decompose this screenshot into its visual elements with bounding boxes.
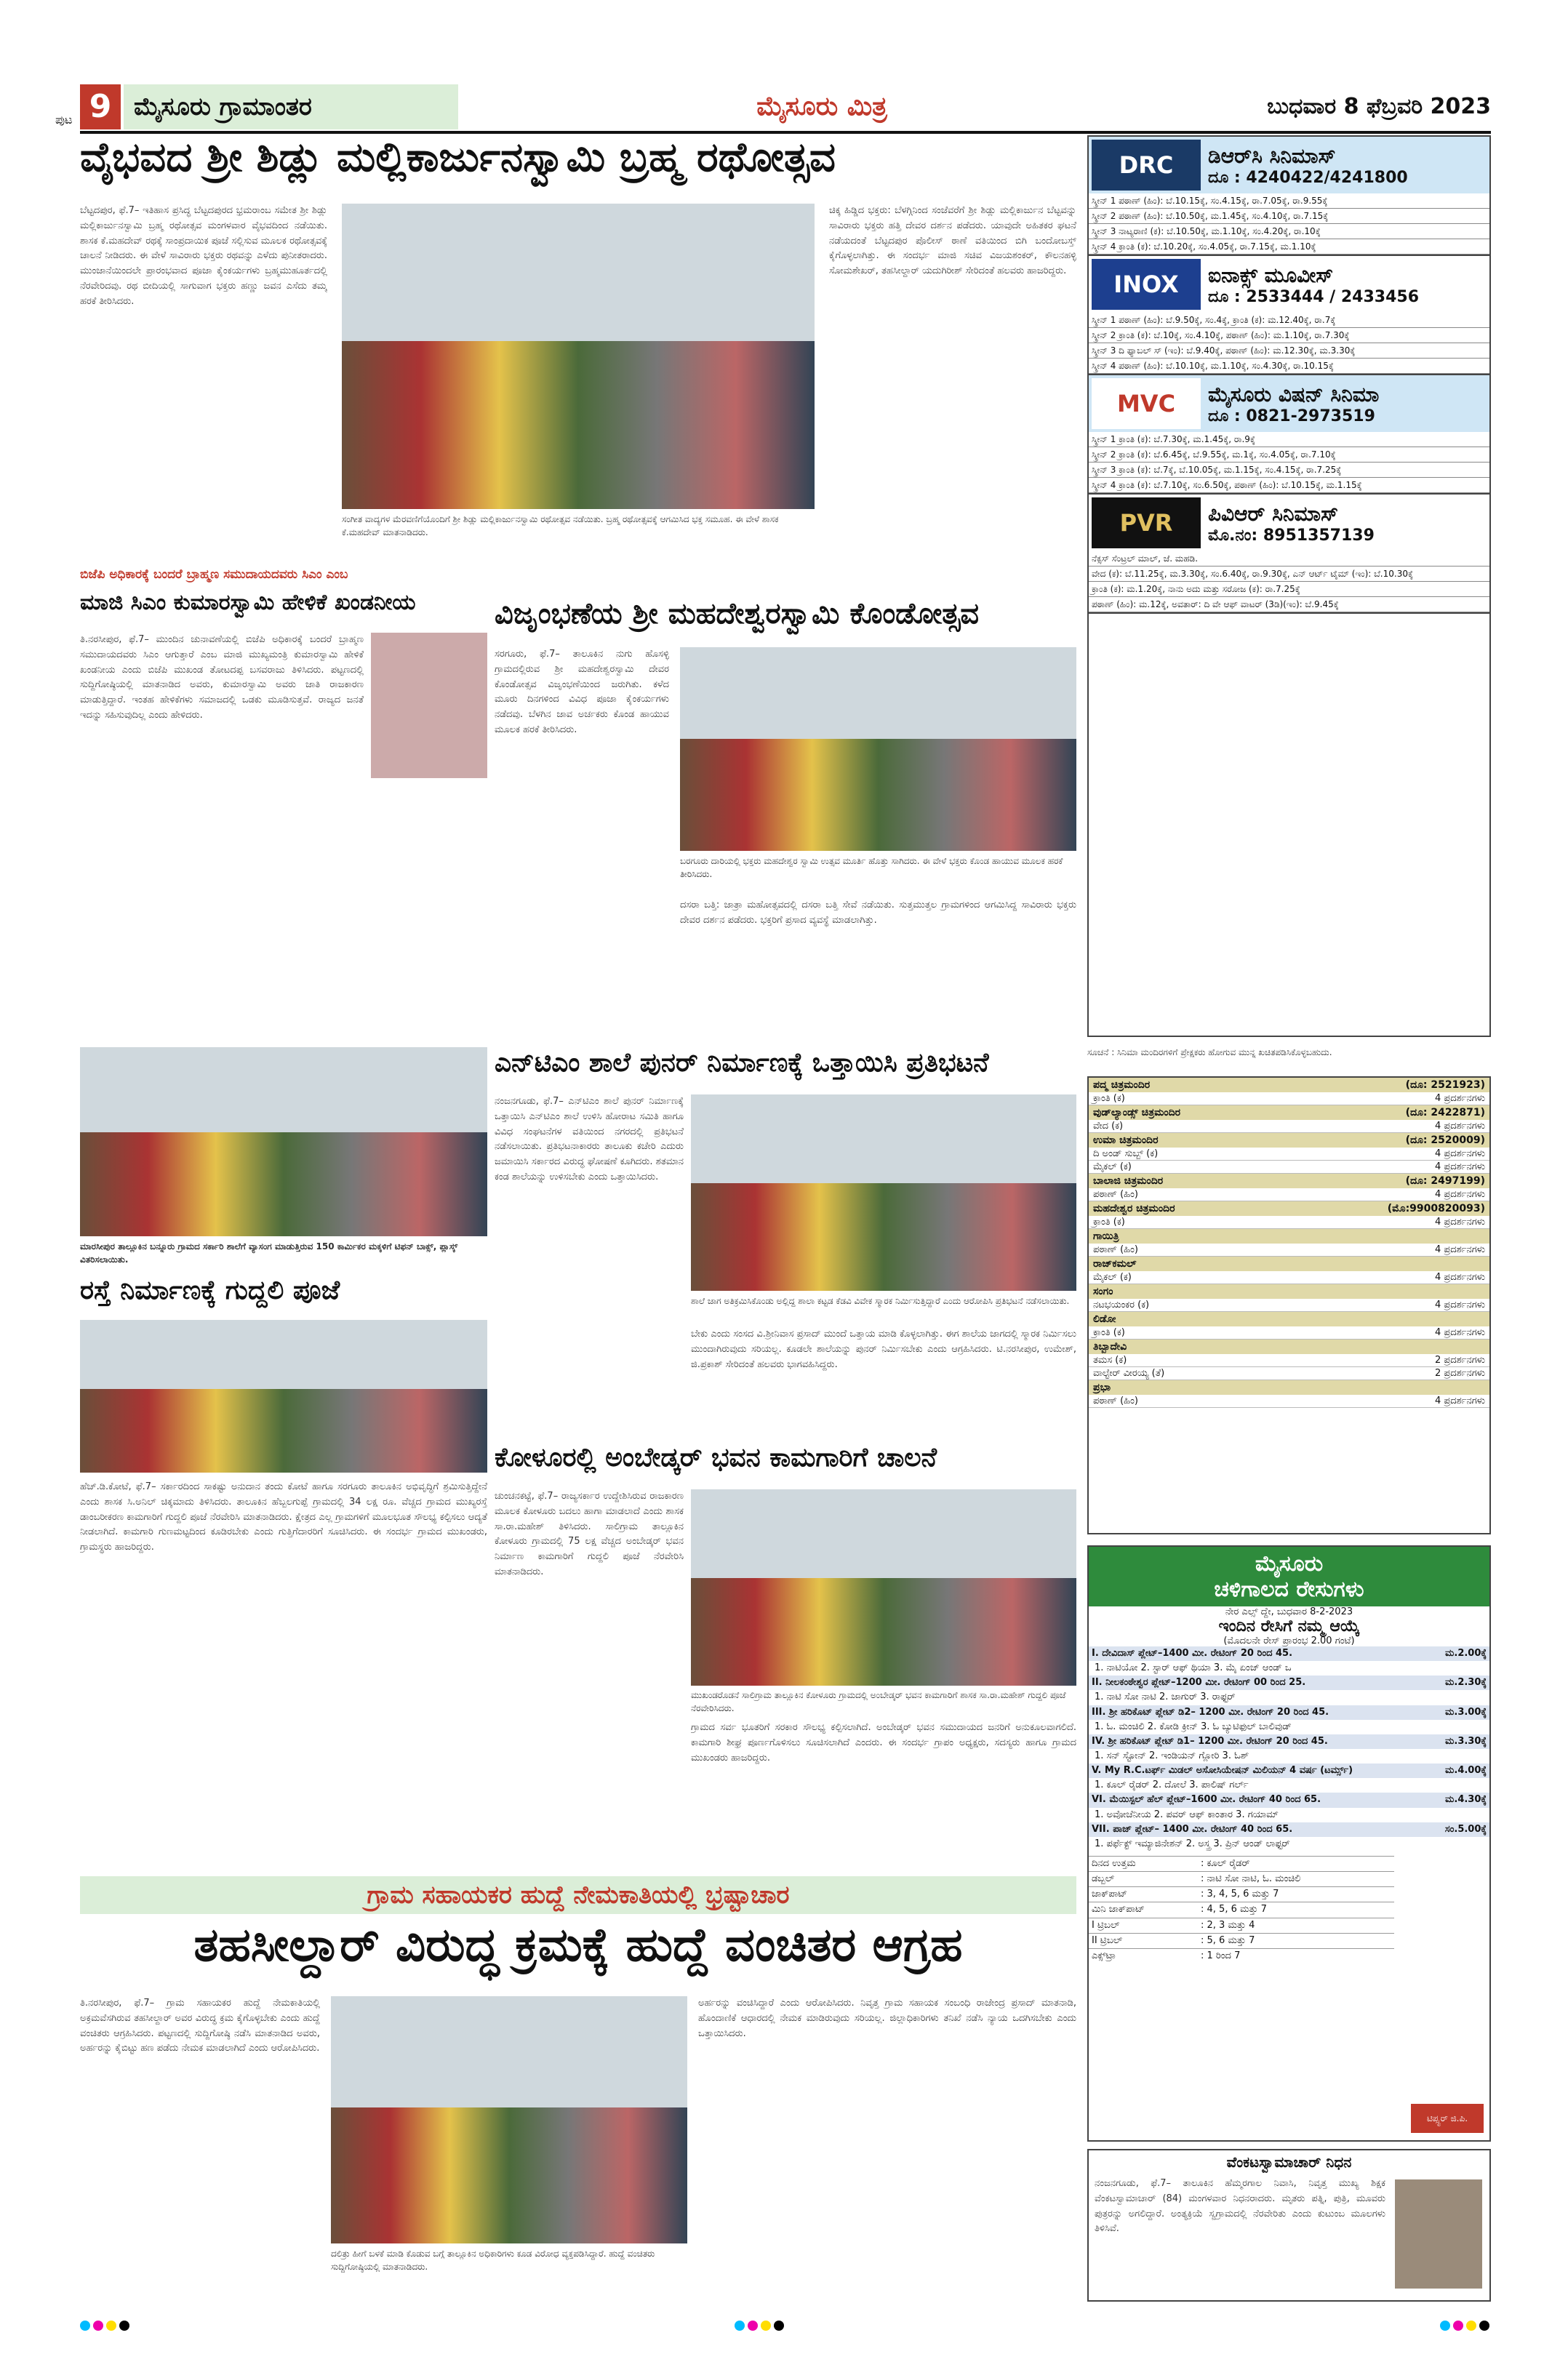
movie-row: [1089, 1354, 1489, 1367]
theater-name-row: [1089, 1201, 1489, 1216]
section-title: ಮೈಸೂರು ಗ್ರಾಮಾಂತರ: [124, 84, 458, 129]
story3-body: ಹೆಚ್.ಡಿ.ಕೋಟೆ, ಫೆ.7– ಸರ್ಕಾರದಿಂದ ಸಾಕಷ್ಟು ಅನುದಾನ ತಂದು ಕೋಟೆ ಹಾಗೂ ಸರಗೂರು ತಾಲೂಕಿನ ಅಭಿವೃದ್ಧಿಗೆ ಶ್ರಮಿಸುತ್ತಿದ್ದೇನೆ ಎಂದು ಶಾಸಕ ಸಿ.ಅನಿಲ್ ಚಿಕ್ಕಮಾದು ತಿಳಿಸಿದರು. ತಾಲೂಕಿನ ಹೆಬ್ಬಲಗುಪ್ಪೆ ಗ್ರಾಮದಲ್ಲಿ 34 ಲಕ್ಷ ರೂ. ವೆಚ್ಚದ ಗ್ರಾಮದ ಮುಖ್ಯರಸ್ತೆ ಡಾಂಬರೀಕರಣ ಕಾಮಗಾರಿಗೆ ಗುದ್ದಲಿ ಪೂಜೆ ನೆರವೇರಿಸಿ ಮಾತನಾಡಿದರು. ಕ್ಷೇತ್ರದ ಎಲ್ಲ ಗ್ರಾಮಗಳಿಗೆ ಮೂಲಭೂತ ಸೌಲಭ್ಯ ಕಲ್ಪಿಸಲು ಆದ್ಯತೆ ನೀಡಲಾಗಿದೆ. ಕಾಮಗಾರಿ ಗುಣಮಟ್ಟದಿಂದ ಕೂಡಿರಬೇಕು ಎಂದು ಗುತ್ತಿಗೆದಾರರಿಗೆ ಸೂಚಿಸಿದರು. ಈ ಸಂದರ್ಭ ಗ್ರಾಮದ ಮುಖಂಡರು, ಗ್ರಾಮಸ್ಥರು ಹಾಜರಿದ್ದರು.: [80, 1481, 487, 1553]
cinema-phone: ದೂ : 4240422/4241800: [1208, 168, 1408, 187]
theater-name-row: [1089, 1340, 1489, 1354]
theater-name-row: [1089, 1078, 1489, 1092]
summary-label: I ಟ್ರಿಬಲ್: [1092, 1919, 1120, 1931]
print-registration-dots-left: [80, 2320, 132, 2334]
story5-column-1: ನಂಜನಗೂಡು, ಫೆ.7– ಎನ್‌ಟಿಎಂ ಶಾಲೆ ಪುನರ್ ನಿರ್ಮಾಣಕ್ಕೆ ಒತ್ತಾಯಿಸಿ ಎನ್‌ಟಿಎಂ ಶಾಲೆ ಉಳಿಸಿ ಹೋರಾಟ ಸಮಿತಿ ಹಾಗೂ ವಿವಿಧ ಸಂಘಟನೆಗಳ ವತಿಯಿಂದ ನಗರದಲ್ಲಿ ಪ್ರತಿಭಟನೆ ನಡೆಸಲಾಯಿತು. ಪ್ರತಿಭಟನಾಕಾರರು ತಾಲೂಕು ಕಚೇರಿ ಎದುರು ಜಮಾಯಿಸಿ ಸರ್ಕಾರದ ವಿರುದ್ಧ ಘೋಷಣೆ ಕೂಗಿದರು. ಶತಮಾನ ಕಂಡ ಶಾಲೆಯನ್ನು ಉಳಿಸಬೇಕು ಎಂದು ಒತ್ತಾಯಿಸಿದರು.: [495, 1096, 684, 1182]
story7-headline: ತಹಸೀಲ್ದಾರ್ ವಿರುದ್ಧ ಕ್ರಮಕ್ಕೆ ಹುದ್ದೆ ವಂಚಿತರ ಆಗ್ರಹ: [193, 1918, 963, 1972]
race-heading-row: [1089, 1734, 1489, 1749]
movie-shows: 4 ಪ್ರದರ್ಶನಗಳು: [1434, 1244, 1485, 1255]
race-summary-row: [1089, 1933, 1394, 1948]
screen-row: ವೇದ (ಕ): ಬೆ.11.25ಕ್ಕೆ, ಮ.3.30ಕ್ಕೆ, ಸಂ.6.40ಕ್ಕೆ, ರಾ.9.30ಕ್ಕೆ, ಎನ್ ಆರ್ಟ್ ಟೈಮ್ (ಇಂ): ಬೆ.10.30ಕ್ಕೆ: [1089, 567, 1489, 582]
race-picks: 1. ಓ. ಮಂಚಿಲಿ 2. ಕೋಡಿ ಕ್ರೀನ್ 3. ಓ ಬ್ಯುಟಿಫುಲ್ ಬಾಲಿವುಡ್: [1095, 1721, 1292, 1732]
story4-headline: ವಿಜೃಂಭಣೆಯ ಶ್ರೀ ಮಹದೇಶ್ವರಸ್ವಾಮಿ ಕೊಂಡೋತ್ಸವ: [495, 597, 980, 630]
theater-name-row: [1089, 1312, 1489, 1326]
story7-column-2: ಅರ್ಹರನ್ನು ವಂಚಿಸಿದ್ದಾರೆ ಎಂದು ಆರೋಪಿಸಿದರು. ನಿವೃತ್ತ ಗ್ರಾಮ ಸಹಾಯಕ ಸಂಬಂಧಿ ರಾಜೇಂದ್ರ ಪ್ರಸಾದ್ ಮಾತನಾಡಿ, ಹೊಂದಾಣಿಕೆ ಆಧಾರದಲ್ಲಿ ನೇಮಕ ಮಾಡಿರುವುದು ಸರಿಯಲ್ಲ. ಜಿಲ್ಲಾಧಿಕಾರಿಗಳು ತನಿಖೆ ನಡೆಸಿ ನ್ಯಾಯ ಒದಗಿಸಬೇಕು ಎಂದು ಒತ್ತಾಯಿಸಿದರು.: [698, 1998, 1076, 2039]
story6-headline: ಕೋಳೂರಲ್ಲಿ ಅಂಬೇಡ್ಕರ್ ಭವನ ಕಾಮಗಾರಿಗೆ ಚಾಲನೆ: [495, 1443, 937, 1473]
screen-row: ಕ್ರಾಂತಿ (ಕ): ಮ.1.20ಕ್ಕೆ, ನಾನು ಅದು ಮತ್ತು ಸರೋಜ (ಕ): ರಾ.7.25ಕ್ಕೆ: [1089, 582, 1489, 597]
newspaper-name: ಮೈಸೂರು ಮಿತ್ರ: [756, 92, 887, 121]
lead-photo-caption: ಸಂಗೀತ ವಾದ್ಯಗಳ ಮೆರವಣಿಗೆಯೊಂದಿಗೆ ಶ್ರೀ ಶಿಡ್ಲು ಮಲ್ಲಿಕಾರ್ಜುನಸ್ವಾಮಿ ರಥೋತ್ಸವ ನಡೆಯಿತು. ಬ್ರಹ್ಮ ರಥೋತ್ಸವಕ್ಕೆ ಆಗಮಿಸಿದ ಭಕ್ತ ಸಮೂಹ. ಈ ವೇಳೆ ಶಾಸಕ ಕೆ.ಮಹದೇವ್ ಮಾತನಾಡಿದರು.: [342, 514, 779, 537]
race-heading: ಇಂದಿನ ರೇಸಿಗೆ ನಮ್ಮ ಆಯ್ಕೆ: [1218, 1617, 1360, 1636]
story2-portrait: [371, 633, 487, 778]
movie-title: ಪಠಾಣ್ (ಹಿಂ): [1093, 1396, 1138, 1406]
race-summary-row: [1089, 1902, 1394, 1917]
movie-row: [1089, 1367, 1489, 1380]
cinema-block: [1089, 375, 1489, 495]
theater-name-row: [1089, 1257, 1489, 1271]
theater-name-row: [1089, 1133, 1489, 1148]
movie-title: ವೇದ (ಕ): [1093, 1121, 1124, 1132]
race-name: I. ದೇವಿದಾಸ್ ಪ್ಲೇಟ್–1400 ಮೀ. ರೇಟಿಂಗ್ 20 ರಿಂದ 45.: [1092, 1648, 1293, 1659]
movie-row: [1089, 1148, 1489, 1161]
screen-row: ಸ್ಕ್ರೀನ್ 1 ಪಠಾಣ್ (ಹಿಂ): ಬೆ.10.15ಕ್ಕೆ, ಸಂ.4.15ಕ್ಕೆ, ರಾ.7.05ಕ್ಕೆ, ರಾ.9.55ಕ್ಕೆ: [1089, 193, 1489, 209]
theater-name: ತಿಬ್ಬಾದೇವಿ: [1093, 1341, 1127, 1353]
cinema-header: [1089, 137, 1489, 193]
race-time: ಮ.3.00ಕ್ಕೆ: [1445, 1706, 1487, 1718]
cinema-logo: MVC: [1092, 378, 1201, 429]
story3-photo: [80, 1320, 487, 1473]
movie-title: ಕ್ರಾಂತಿ (ಕ): [1093, 1093, 1125, 1104]
cinema-name-block: [1208, 263, 1419, 306]
cinema-phone: ದೂ : 0821-2973519: [1208, 407, 1375, 425]
cinema-phone: ದೂ : 2533444 / 2433456: [1208, 287, 1420, 306]
obituary-box: [1087, 2149, 1491, 2302]
theater-name-row: [1089, 1380, 1489, 1395]
summary-value: : 4, 5, 6 ಮತ್ತು 7: [1201, 1904, 1267, 1915]
story6-column-2: ಗ್ರಾಮದ ಸರ್ವ ಭೂತರಿಗೆ ಸರಕಾರ ಸೌಲಭ್ಯ ಕಲ್ಪಿಸಲಾಗಿದೆ. ಅಂಬೇಡ್ಕರ್ ಭವನ ಸಮುದಾಯದ ಜನರಿಗೆ ಅನುಕೂಲವಾಗಲಿದೆ. ಕಾಮಗಾರಿ ಶೀಘ್ರ ಪೂರ್ಣಗೊಳಿಸಲು ಸೂಚಿಸಲಾಗಿದೆ ಎಂದರು. ಈ ಸಂದರ್ಭ ಗ್ರಾಪಂ ಅಧ್ಯಕ್ಷರು, ಸದಸ್ಯರು ಹಾಗೂ ಗ್ರಾಮದ ಮುಖಂಡರು ಹಾಜರಿದ್ದರು.: [691, 1722, 1076, 1764]
theater-phone: (ದೂ: 2521923): [1405, 1079, 1485, 1091]
movie-shows: 4 ಪ್ರದರ್ಶನಗಳು: [1434, 1327, 1485, 1338]
story7-photo: [331, 1996, 687, 2243]
story7-kicker: ಗ್ರಾಮ ಸಹಾಯಕರ ಹುದ್ದೆ ನೇಮಕಾತಿಯಲ್ಲಿ ಭ್ರಷ್ಟಾಚಾರ: [80, 1876, 1076, 1914]
screen-row: ಸ್ಕ್ರೀನ್ 1 ಕ್ರಾಂತಿ (ಕ): ಬೆ.7.30ಕ್ಕೆ, ಮ.1.45ಕ್ಕೆ, ರಾ.9ಕ್ಕೆ: [1089, 432, 1489, 447]
screen-row: ಸ್ಕ್ರೀನ್ 2 ಪಠಾಣ್ (ಹಿಂ): ಬೆ.10.50ಕ್ಕೆ, ಮ.1.45ಕ್ಕೆ, ಸಂ.4.10ಕ್ಕೆ, ರಾ.7.15ಕ್ಕೆ: [1089, 209, 1489, 224]
theater-name: ರಾಜ್‌ಕಮಲ್: [1093, 1258, 1137, 1270]
theater-name-row: [1089, 1229, 1489, 1244]
movie-row: [1089, 1271, 1489, 1284]
page-prefix: ಪುಟ: [55, 113, 73, 127]
cinema-name-block: [1208, 383, 1379, 425]
story6-photo-caption: ಮುಖಂಡರೊಡನೆ ಸಾಲಿಗ್ರಾಮ ತಾಲ್ಲೂಕಿನ ಕೋಳೂರು ಗ್ರಾಮದಲ್ಲಿ ಅಂಬೇಡ್ಕರ್ ಭವನ ಕಾಮಗಾರಿಗೆ ಶಾಸಕ ಸಾ.ರಾ.ಮಹೇಶ್ ಗುದ್ದಲಿ ಪೂಜೆ ನೆರವೇರಿಸಿದರು.: [691, 1690, 1066, 1713]
cinema-block: [1089, 495, 1489, 614]
story6-column-1: ಚುಂಚನಕಟ್ಟೆ, ಫೆ.7– ರಾಜ್ಯಸರ್ಕಾರ ಉದ್ದೇಶಿಸಿರುವ ರಾಜಕಾರಣ ಮೂಲಕ ಕೋಳೂರು ಬದಲು ಹಾಗಾ ಮಾಡಲಾದೆ ಎಂದು ಶಾಸಕ ಸಾ.ರಾ.ಮಹೇಶ್ ತಿಳಿಸಿದರು. ಸಾಲಿಗ್ರಾಮ ತಾಲ್ಲೂಕಿನ ಕೋಳೂರು ಗ್ರಾಮದಲ್ಲಿ 75 ಲಕ್ಷ ವೆಚ್ಚದ ಅಂಬೇಡ್ಕರ್ ಭವನ ನಿರ್ಮಾಣ ಕಾಮಗಾರಿಗೆ ಗುದ್ದಲಿ ಪೂಜೆ ನೆರವೇರಿಸಿ ಮಾತನಾಡಿದರು.: [495, 1491, 684, 1577]
lead-headline: ವೈಭವದ ಶ್ರೀ ಶಿಡ್ಲು ಮಲ್ಲಿಕಾರ್ಜುನಸ್ವಾಮಿ ಬ್ರಹ್ಮ ರಥೋತ್ಸವ: [80, 134, 836, 181]
movie-shows: 4 ಪ್ರದರ್ಶನಗಳು: [1434, 1189, 1485, 1200]
screen-row: ಸ್ಕ್ರೀನ್ 2 ಕ್ರಾಂತಿ (ಕ): ಬೆ.6.45ಕ್ಕೆ, ಬೆ.9.55ಕ್ಕೆ, ಮ.1ಕ್ಕೆ, ಸಂ.4.05ಕ್ಕೆ, ರಾ.7.10ಕ್ಕೆ: [1089, 447, 1489, 463]
story3-headline: ರಸ್ತೆ ನಿರ್ಮಾಣಕ್ಕೆ ಗುದ್ದಲಿ ಪೂಜೆ: [80, 1276, 340, 1305]
lead-column-1: ಬೆಟ್ಟದಪುರ, ಫೆ.7– ಇತಿಹಾಸ ಪ್ರಸಿದ್ಧ ಬೆಟ್ಟದಪುರದ ಭ್ರಮರಾಂಬ ಸಮೇತ ಶ್ರೀ ಶಿಡ್ಲು ಮಲ್ಲಿಕಾರ್ಜುನಸ್ವಾಮಿ ಬ್ರಹ್ಮ ರಥೋತ್ಸವ ಮಂಗಳವಾರ ವೈಭವದಿಂದ ನಡೆಯಿತು. ಶಾಸಕ ಕೆ.ಮಹದೇವ್ ರಥಕ್ಕೆ ಸಾಂಪ್ರದಾಯಿಕ ಪೂಜೆ ಸಲ್ಲಿಸುವ ಮೂಲಕ ರಥೋತ್ಸವಕ್ಕೆ ಚಾಲನೆ ನೀಡಿದರು. ಈ ವೇಳೆ ಸಾವಿರಾರು ಭಕ್ತರು ರಥವನ್ನು ಎಳೆದು ಪುನೀತರಾದರು. ಮುಂಜಾನೆಯಿಂದಲೇ ಪ್ರಾರಂಭವಾದ ಪೂಜಾ ಕೈಂಕರ್ಯಗಳು ಬ್ರಹ್ಮಮುಹೂರ್ತದಲ್ಲಿ ನೆರವೇರಿದವು. ರಥ ಬೀದಿಯಲ್ಲಿ ಸಾಗುವಾಗ ಭಕ್ತರು ಹಣ್ಣು ಜವನ ಎಸೆದು ತಮ್ಮ ಹರಕೆ ತೀರಿಸಿದರು.: [80, 205, 327, 307]
summary-label: ಡಬ್ಬಲ್: [1092, 1873, 1115, 1885]
race-name: II. ನೀಲಕಂಠೇಶ್ವರ ಪ್ಲೇಟ್–1200 ಮೀ. ರೇಟಿಂಗ್ 00 ರಿಂದ 25.: [1092, 1677, 1306, 1689]
race-name: VII. ಪಾಜ್ ಪ್ಲೇಟ್– 1400 ಮೀ. ರೇಟಿಂಗ್ 40 ರಿಂದ 65.: [1092, 1823, 1293, 1835]
theater-name: ಬಾಲಾಜಿ ಚಿತ್ರಮಂದಿರ: [1093, 1175, 1164, 1187]
cinema-block: [1089, 137, 1489, 256]
summary-label: II ಟ್ರಿಬಲ್: [1092, 1934, 1123, 1946]
cinema-block: [1089, 256, 1489, 375]
story5-headline: ಎನ್‌ಟಿಎಂ ಶಾಲೆ ಪುನರ್ ನಿರ್ಮಾಣಕ್ಕೆ ಒತ್ತಾಯಿಸಿ ಪ್ರತಿಭಟನೆ: [495, 1048, 989, 1078]
race-city: ಮೈಸೂರು: [1255, 1551, 1324, 1577]
race-picks: 1. ಕೂಲ್ ರೈಡರ್ 2. ದೋಲೆ 3. ಪಾಲಿಷ್ ಗರ್ಲ್: [1095, 1779, 1249, 1791]
race-time: ಸಂ.5.00ಕ್ಕೆ: [1444, 1823, 1487, 1835]
theater-phone: (ಮೊ:9900820093): [1387, 1203, 1485, 1214]
race-summary-row: [1089, 1886, 1394, 1902]
cinema-phone: ಮೊ.ನಂ: 8951357139: [1208, 526, 1375, 545]
theater-name-row: [1089, 1174, 1489, 1188]
race-name: IV. ಶ್ರೀ ಹರಿಕೊಟ್ ಪ್ಲೇಟ್ ಡಿ1– 1200 ಮೀ. ರೇಟಿಂಗ್ 20 ರಿಂದ 45.: [1092, 1735, 1328, 1747]
screen-row: ಸ್ಕ್ರೀನ್ 4 ಪಠಾಣ್ (ಹಿಂ): ಬೆ.10.10ಕ್ಕೆ, ಮ.1.10ಕ್ಕೆ, ಸಂ.4.30ಕ್ಕೆ, ರಾ.10.15ಕ್ಕೆ: [1089, 359, 1489, 374]
theater-name: ಮಹದೇಶ್ವರ ಚಿತ್ರಮಂದಿರ: [1093, 1203, 1175, 1214]
story4-column-2: ದಸರಾ ಬತ್ತಿ: ಜಾತ್ರಾ ಮಹೋತ್ಸವದಲ್ಲಿ ದಸರಾ ಬತ್ತಿ ಸೇವೆ ನಡೆಯಿತು. ಸುತ್ತಮುತ್ತಲ ಗ್ರಾಮಗಳಿಂದ ಆಗಮಿಸಿದ್ದ ಸಾವಿರಾರು ಭಕ್ತರು ದೇವರ ದರ್ಶನ ಪಡೆದರು. ಭಕ್ತರಿಗೆ ಪ್ರಸಾದ ವ್ಯವಸ್ಥೆ ಮಾಡಲಾಗಿತ್ತು.: [680, 900, 1076, 926]
movie-title: ನಟಭಯಂಕರ (ಕ): [1093, 1300, 1150, 1310]
movie-shows: 4 ಪ್ರದರ್ಶನಗಳು: [1434, 1217, 1485, 1228]
movie-row: [1089, 1299, 1489, 1312]
movie-shows: 2 ಪ್ರದರ್ಶನಗಳು: [1434, 1368, 1485, 1379]
race-time: ಮ.3.30ಕ್ಕೆ: [1445, 1735, 1487, 1747]
screen-row: ಸ್ಕ್ರೀನ್ 4 ಕ್ರಾಂತಿ (ಕ): ಬೆ.7.10ಕ್ಕೆ, ಸಂ.6.50ಕ್ಕೆ, ಪಠಾಣ್ (ಹಿಂ): ಬೆ.10.15ಕ್ಕೆ, ಮ.1.15ಕ್ಕೆ: [1089, 478, 1489, 493]
movie-title: ಕ್ರಾಂತಿ (ಕ): [1093, 1327, 1125, 1338]
movie-row: [1089, 1216, 1489, 1229]
movie-title: ತಮಸ (ಕ): [1093, 1355, 1127, 1366]
obituary-title: ವೆಂಕಟಸ್ವಾಮಾಚಾರ್ ನಿಧನ: [1226, 2153, 1352, 2171]
race-summary-row: [1089, 1918, 1394, 1933]
obituary-photo: [1395, 2179, 1482, 2289]
summary-value: : 1 ರಿಂದ 7: [1201, 1950, 1241, 1961]
movie-row: [1089, 1120, 1489, 1133]
screen-row: ಸ್ಕ್ರೀನ್ 1 ಪಠಾಣ್ (ಹಿಂ): ಬೆ.9.50ಕ್ಕೆ, ಸಂ.4ಕ್ಕೆ, ಕ್ರಾಂತಿ (ಕ): ಮ.12.40ಕ್ಕೆ, ರಾ.7ಕ್ಕೆ: [1089, 313, 1489, 328]
summary-label: ಮಿನಿ ಜಾಕ್‌ಪಾಟ್: [1092, 1904, 1145, 1915]
story2-kicker: ಬಿಜೆಪಿ ಅಧಿಕಾರಕ್ಕೆ ಬಂದರೆ ಬ್ರಾಹ್ಮಣ ಸಮುದಾಯದವರು ಸಿಎಂ ಎಂಬ: [80, 567, 348, 582]
race-picks: 1. ಸನ್ ಸ್ಟೋನ್ 2. ಇಂಡಿಯನ್ ಗ್ಲೋರಿ 3. ಓಶ್: [1095, 1750, 1249, 1761]
movie-shows: 4 ಪ್ರದರ್ಶನಗಳು: [1434, 1161, 1485, 1172]
story7-column-1: ತಿ.ನರಸೀಪುರ, ಫೆ.7– ಗ್ರಾಮ ಸಹಾಯಕರ ಹುದ್ದೆ ನೇಮಕಾತಿಯಲ್ಲಿ ಅಕ್ರಮವೆಸಗಿರುವ ತಹಸೀಲ್ದಾರ್ ಅವರ ವಿರುದ್ಧ ಕ್ರಮ ಕೈಗೊಳ್ಳಬೇಕು ಎಂದು ಹುದ್ದೆ ವಂಚಿತರು ಆಗ್ರಹಿಸಿದರು. ಪಟ್ಟಣದಲ್ಲಿ ಸುದ್ದಿಗೋಷ್ಠಿ ನಡೆಸಿ ಮಾತನಾಡಿದ ಅವರು, ಅರ್ಹರನ್ನು ಕೈಬಿಟ್ಟು ಹಣ ಪಡೆದು ನೇಮಕ ಮಾಡಲಾಗಿದೆ ಎಂದು ಆರೋಪಿಸಿದರು.: [80, 1998, 320, 2054]
cinema-name: ಐನಾಕ್ಸ್ ಮೂವೀಸ್: [1208, 263, 1334, 287]
cinema-header: [1089, 375, 1489, 432]
race-summary: [1089, 1856, 1394, 1963]
story6-photo: [691, 1489, 1076, 1686]
race-summary-row: [1089, 1948, 1394, 1963]
cinema-name-block: [1208, 502, 1375, 545]
story4-photo: [680, 647, 1076, 851]
screen-row: ಸ್ಕ್ರೀನ್ 3 ದಿ ಫ್ಯಾಬಲ್ ಸ್ (ಇಂ): ಬೆ.9.40ಕ್ಕೆ, ಪಠಾಣ್ (ಹಿಂ): ಮ.12.30ಕ್ಕೆ, ಮ.3.30ಕ್ಕೆ: [1089, 343, 1489, 359]
story2-caption: ಮಾರಸೀಪುರ ತಾಲ್ಲೂಕಿನ ಬನ್ನೂರು ಗ್ರಾಮದ ಸರ್ಕಾರಿ ಶಾಲೆಗೆ ವ್ಯಾಸಂಗ ಮಾಡುತ್ತಿರುವ 150 ಕಾರ್ಮಿಕರ ಮಕ್ಕಳಿಗೆ ಟಿಫನ್ ಬಾಕ್ಸ್, ಪ್ಲಾಸ್ಕ್ ವಿತರಿಸಲಾಯಿತು.: [80, 1241, 458, 1265]
race-heading-row: [1089, 1822, 1489, 1837]
movie-shows: 4 ಪ್ರದರ್ಶನಗಳು: [1434, 1121, 1485, 1132]
issue-date: ಬುಧವಾರ 8 ಫೆಬ್ರವರಿ 2023: [1267, 94, 1491, 119]
lead-column-2: ಚಿಕ್ಕ ಹಿಡ್ಡಿದ ಭಕ್ತರು: ಬೆಳಗ್ಗಿನಿಂದ ಸಂಜೆವರೆಗೆ ಶ್ರೀ ಶಿಡ್ಲು ಮಲ್ಲಿಕಾರ್ಜುನ ಬೆಟ್ಟವನ್ನು ಸಾವಿರಾರು ಭಕ್ತರು ಹತ್ತಿ ದೇವರ ದರ್ಶನ ಪಡೆದರು. ಯಾವುದೇ ಅಹಿತಕರ ಘಟನೆ ನಡೆಯದಂತೆ ಬೆಟ್ಟದಪುರ ಪೊಲೀಸ್ ಠಾಣೆ ವತಿಯಿಂದ ಬಿಗಿ ಬಂದೋಬಸ್ತ್ ಕೈಗೊಳ್ಳಲಾಗಿತ್ತು. ಈ ಸಂದರ್ಭ ಮಾಜಿ ಸಚಿವ ವಿಜಯಶಂಕರ್, ಕೌಲನಹಳ್ಳಿ ಸೋಮಶೇಖರ್, ತಹಸೀಲ್ದಾರ್ ಯದುಗಿರೀಶ್ ಸೇರಿದಂತೆ ಹಲವರು ಹಾಜರಿದ್ದರು.: [829, 205, 1076, 277]
race-start-time: (ಮೊದಲನೇ ರೇಸ್ ಪ್ರಾರಂಭ 2.00 ಗಂಟೆ): [1223, 1636, 1355, 1646]
lead-photo: [342, 204, 815, 509]
summary-value: : 2, 3 ಮತ್ತು 4: [1201, 1919, 1255, 1931]
story2-photo: [80, 1047, 487, 1236]
story7-photo-caption: ದಲಿತ್ರು ಹೀಗೆ ಬಳಕೆ ಮಾಡಿ ಕೊಡುವ ಬಗ್ಗೆ ತಾಲ್ಲೂಕಿನ ಅಧಿಕಾರಿಗಳು ಕೂಡ ವಿರೋಧ ವ್ಯಕ್ತಪಡಿಸಿದ್ದಾರೆ. ಹುದ್ದೆ ವಂಚಿತರು ಸುದ್ದಿಗೋಷ್ಠಿಯಲ್ಲಿ ಮಾತನಾಡಿದರು.: [331, 2249, 655, 2272]
movie-row: [1089, 1092, 1489, 1105]
cinema-name: ಡಿಆರ್‌ಸಿ ಸಿನಿಮಾಸ್: [1208, 143, 1336, 168]
movie-title: ಪಠಾಣ್ (ಹಿಂ): [1093, 1244, 1138, 1255]
tipster-badge: ಟಿಪ್ಸ್ಟರ್ ಜಿ.ಪಿ.: [1411, 2104, 1484, 2133]
story5-column-2: ಬೇಕು ಎಂದು ಸಂಸದ ವಿ.ಶ್ರೀನಿವಾಸ ಪ್ರಸಾದ್ ಮುಂದೆ ಒತ್ತಾಯ ಮಾಡಿ ಕೊಳ್ಳಲಾಗಿತ್ತು. ಈಗ ಶಾಲೆಯ ಜಾಗದಲ್ಲಿ ಸ್ಮಾರಕ ನಿರ್ಮಿಸಲು ಮುಂದಾಗಿರುವುದು ಸರಿಯಲ್ಲ. ಕೂಡಲೇ ಶಾಲೆಯನ್ನು ಪುನರ್ ನಿರ್ಮಿಸಬೇಕು ಎಂದು ಆಗ್ರಹಿಸಿದರು. ಟಿ.ನರಸೀಪುರ, ಉಮೇಶ್, ಜಿ.ಪ್ರಕಾಶ್ ಸೇರಿದಂತೆ ಹಲವರು ಭಾಗವಹಿಸಿದ್ದರು.: [691, 1329, 1076, 1370]
movie-row: [1089, 1244, 1489, 1257]
cinema-header: [1089, 256, 1489, 313]
story2-headline: ಮಾಜಿ ಸಿಎಂ ಕುಮಾರಸ್ವಾಮಿ ಹೇಳಿಕೆ ಖಂಡನೀಯ: [80, 590, 416, 615]
theater-name-row: [1089, 1284, 1489, 1299]
theater-name: ಸಂಗಂ: [1093, 1286, 1113, 1297]
cinema-name-block: [1208, 144, 1408, 187]
print-registration-dots-center: [735, 2320, 787, 2334]
race-heading-row: [1089, 1676, 1489, 1690]
race-subtitle: ನೇರ ಎಲ್ಸ್‌ ದ್ದೇ, ಬುಧವಾರ 8-2-2023: [1225, 1606, 1353, 1617]
story4-column-1: ಸರಗೂರು, ಫೆ.7– ತಾಲೂಕಿನ ನುಗು ಹೊಸಳ್ಳಿ ಗ್ರಾಮದಲ್ಲಿರುವ ಶ್ರೀ ಮಹದೇಶ್ವರಸ್ವಾಮಿ ದೇವರ ಕೊಂಡೋತ್ಸವ ವಿಜೃಂಭಣೆಯಿಂದ ಜರುಗಿತು. ಕಳೆದ ಮೂರು ದಿನಗಳಿಂದ ವಿವಿಧ ಪೂಜಾ ಕೈಂಕರ್ಯಗಳು ನಡೆದವು. ಬೆಳಗಿನ ಜಾವ ಅರ್ಚಕರು ಕೊಂಡ ಹಾಯುವ ಮೂಲಕ ಹರಕೆ ತೀರಿಸಿದರು.: [495, 649, 669, 735]
movie-title: ಕ್ರಾಂತಿ (ಕ): [1093, 1217, 1125, 1228]
movie-title: ದಿ ಅಂಡ್ ಸುಬ್ಬ್ (ಕ): [1093, 1148, 1159, 1159]
cinema-name: ಪಿವಿಆರ್ ಸಿನಿಮಾಸ್: [1208, 501, 1339, 526]
screen-row: ಸ್ಕ್ರೀನ್ 3 ನಾಟ್ಯರಾಣಿ (ಕ): ಬೆ.10.50ಕ್ಕೆ, ಮ.1.10ಕ್ಕೆ, ಸಂ.4.20ಕ್ಕೆ, ರಾ.10ಕ್ಕೆ: [1089, 224, 1489, 239]
page-number-badge: [55, 84, 121, 129]
cinema-note: ಸೂಚನೆ : ಸಿನಿಮಾ ಮಂದಿರಗಳಿಗೆ ಪ್ರೇಕ್ಷಕರು ಹೋಗುವ ಮುನ್ನ ಖಚಿತಪಡಿಸಿಕೊಳ್ಳಬಹುದು.: [1087, 1047, 1332, 1057]
race-name: VI. ಮೆಯಿಸ್ಪಲ್ ಹೆಲ್ ಪ್ಲೇಟ್–1600 ಮೀ. ರೇಟಿಂಗ್ 40 ರಿಂದ 65.: [1092, 1794, 1321, 1806]
summary-label: ಎಕ್ಸ್‌ಟ್ರಾ: [1092, 1950, 1116, 1961]
race-time: ಮ.2.00ಕ್ಕೆ: [1445, 1648, 1487, 1659]
movie-shows: 4 ಪ್ರದರ್ಶನಗಳು: [1434, 1148, 1485, 1159]
theater-phone: (ದೂ: 2520009): [1405, 1134, 1485, 1146]
race-heading-row: [1089, 1793, 1489, 1807]
obituary-body: ನಂಜನಗೂಡು, ಫೆ.7– ತಾಲೂಕಿನ ಹೆಮ್ಮರಗಾಲ ನಿವಾಸಿ, ನಿವೃತ್ತ ಮುಖ್ಯ ಶಿಕ್ಷಕ ವೆಂಕಟಸ್ವಾಮಾಚಾರ್ (84) ಮಂಗಳವಾರ ನಿಧನರಾದರು. ಮೃತರು ಪತ್ನಿ, ಪುತ್ರಿ, ಮೂವರು ಪುತ್ರರನ್ನು ಅಗಲಿದ್ದಾರೆ. ಅಂತ್ಯಕ್ರಿಯೆ ಸ್ವಗ್ರಾಮದಲ್ಲಿ ನೆರವೇರಿತು ಎಂದು ಕುಟುಂಬ ಮೂಲಗಳು ತಿಳಿಸಿವೆ.: [1095, 2178, 1385, 2235]
summary-label: ಜಾಕ್‌ಪಾಟ್: [1092, 1889, 1128, 1900]
theater-listings: [1087, 1076, 1491, 1534]
summary-value: : 5, 6 ಮತ್ತು 7: [1201, 1934, 1255, 1946]
theater-name: ಗಾಯಿತ್ರಿ: [1093, 1230, 1119, 1242]
summary-value: : 3, 4, 5, 6 ಮತ್ತು 7: [1201, 1889, 1279, 1900]
race-heading-row: [1089, 1705, 1489, 1720]
screen-row: ಸ್ಕ್ರೀನ್ 2 ಕ್ರಾಂತಿ (ಕ): ಬೆ.10ಕ್ಕೆ, ಸಂ.4.10ಕ್ಕೆ, ಪಠಾಣ್ (ಹಿಂ): ಮ.1.10ಕ್ಕೆ, ರಾ.7.30ಕ್ಕೆ: [1089, 328, 1489, 343]
cinema-listings: [1087, 135, 1491, 1037]
movie-shows: 4 ಪ್ರದರ್ಶನಗಳು: [1434, 1093, 1485, 1104]
race-name: V. My R.C.ಟರ್ಫ್ ಮಿಡಲ್ ಅಸೋಸಿಯೇಷನ್ ಮಿಲಿಯನ್ 4 ವರ್ಷ (ಟರ್ಮ್ಸ್): [1092, 1765, 1353, 1777]
movie-title: ಮೈಕಲ್ (ಕ): [1093, 1272, 1132, 1283]
theater-name: ಲಿಡೋ: [1093, 1313, 1116, 1325]
story5-photo: [691, 1094, 1076, 1291]
movie-row: [1089, 1161, 1489, 1174]
movie-shows: 4 ಪ್ರದರ್ಶನಗಳು: [1434, 1300, 1485, 1310]
theater-name: ಪದ್ಮ ಚಿತ್ರಮಂದಿರ: [1093, 1079, 1151, 1091]
race-picks: 1. ನಾಟಿ ಸೋ ನಾಟಿ 2. ಜಾಗುರ್ 3. ರಾಫ್ಟರ್: [1095, 1692, 1236, 1703]
race-header: [1089, 1547, 1489, 1606]
cinema-name: ಮೈಸೂರು ವಿಷನ್ ಸಿನಿಮಾ: [1208, 382, 1380, 407]
cinema-logo: DRC: [1092, 140, 1201, 191]
screen-row: ನೆಕ್ಸಸ್ ಸೆಂಟ್ರಲ್ ಮಾಲ್, ಜೆ. ಮಹಡಿ.: [1089, 551, 1489, 567]
theater-phone: (ದೂ: 2497199): [1405, 1175, 1485, 1187]
summary-value: : ಕೂಲ್ ರೈಡರ್: [1201, 1857, 1250, 1869]
summary-label: ದಿನದ ಉತ್ತಮ: [1092, 1857, 1136, 1869]
cinema-logo: PVR: [1092, 497, 1201, 548]
race-heading-row: [1089, 1764, 1489, 1778]
race-picks: 1. ನಾಟಿಯೋ 2. ಸ್ಟಾರ್ ಆಫ್ ಥಿಯಾ 3. ಮೈ ಏಂಜ್ ಆಂಡ್ ಒ: [1095, 1662, 1292, 1674]
movie-shows: 4 ಪ್ರದರ್ಶನಗಳು: [1434, 1272, 1485, 1283]
movie-shows: 4 ಪ್ರದರ್ಶನಗಳು: [1434, 1396, 1485, 1406]
cinema-header: [1089, 495, 1489, 551]
race-time: ಮ.4.30ಕ್ಕೆ: [1445, 1794, 1487, 1806]
race-title: ಚಳಿಗಾಲದ ರೇಸುಗಳು: [1214, 1577, 1364, 1602]
race-list: [1089, 1646, 1489, 1851]
theater-phone: (ದೂ: 2422871): [1405, 1107, 1485, 1118]
summary-value: : ನಾಟಿ ಸೋ ನಾಟಿ, ಓ. ಮಂಚಿಲಿ: [1201, 1873, 1301, 1885]
movie-shows: 2 ಪ್ರದರ್ಶನಗಳು: [1434, 1355, 1485, 1366]
race-time: ಮ.4.00ಕ್ಕೆ: [1445, 1765, 1487, 1777]
race-summary-row: [1089, 1871, 1394, 1886]
theater-name: ವುಡ್‌ಲ್ಯಾಂಡ್ಸ್ ಚಿತ್ರಮಂದಿರ: [1093, 1107, 1181, 1118]
movie-title: ಪಠಾಣ್ (ಹಿಂ): [1093, 1189, 1138, 1200]
page-number: 9: [89, 88, 112, 125]
movie-row: [1089, 1395, 1489, 1408]
theater-name: ಉಮಾ ಚಿತ್ರಮಂದಿರ: [1093, 1134, 1159, 1146]
screen-row: ಸ್ಕ್ರೀನ್ 3 ಕ್ರಾಂತಿ (ಕ): ಬೆ.7ಕ್ಕೆ, ಬೆ.10.05ಕ್ಕೆ, ಮ.1.15ಕ್ಕೆ, ಸಂ.4.15ಕ್ಕೆ, ರಾ.7.25ಕ್ಕೆ: [1089, 463, 1489, 478]
print-registration-dots-right: [1440, 2320, 1492, 2334]
theater-name-row: [1089, 1105, 1489, 1120]
movie-row: [1089, 1188, 1489, 1201]
race-summary-row: [1089, 1856, 1394, 1871]
movie-title: ಮೈಕಲ್ (ಕ): [1093, 1161, 1132, 1172]
race-picks: 1. ಅವೋಚೆನೀಯ 2. ಪವರ್ ಆಫ್ ಕಾಂತಾರ 3. ಗಯಾಮ್: [1095, 1809, 1279, 1820]
screen-row: ಪಠಾಣ್ (ಹಿಂ): ಮ.12ಕ್ಕೆ, ಅವತಾರ್: ದಿ ವೇ ಆಫ್ ವಾಟರ್ (3ಡಿ)(ಇಂ): ಬೆ.9.45ಕ್ಕೆ: [1089, 597, 1489, 612]
race-time: ಮ.2.30ಕ್ಕೆ: [1445, 1677, 1487, 1689]
screen-row: ಸ್ಕ್ರೀನ್ 4 ಕ್ರಾಂತಿ (ಕ): ಬೆ.10.20ಕ್ಕೆ, ಸಂ.4.05ಕ್ಕೆ, ರಾ.7.15ಕ್ಕೆ, ಮ.1.10ಕ್ಕೆ: [1089, 239, 1489, 255]
story2-body: ತಿ.ನರಸೀಪುರ, ಫೆ.7– ಮುಂದಿನ ಚುನಾವಣೆಯಲ್ಲಿ ಬಿಜೆಪಿ ಅಧಿಕಾರಕ್ಕೆ ಬಂದರೆ ಬ್ರಾಹ್ಮಣ ಸಮುದಾಯದವರು ಸಿಎಂ ಆಗುತ್ತಾರೆ ಎಂಬ ಮಾಜಿ ಮುಖ್ಯಮಂತ್ರಿ ಕುಮಾರಸ್ವಾಮಿ ಹೇಳಿಕೆ ಖಂಡನೀಯ ಎಂದು ಬಿಜೆಪಿ ಮುಖಂಡ ತೋಟದಪ್ಪ ಬಸವರಾಜು ತಿಳಿಸಿದರು. ಪಟ್ಟಣದಲ್ಲಿ ಸುದ್ದಿಗೋಷ್ಠಿಯಲ್ಲಿ ಮಾತನಾಡಿದ ಅವರು, ಕುಮಾರಸ್ವಾಮಿ ಅವರು ಜಾತಿ ರಾಜಕಾರಣ ಮಾಡುತ್ತಿದ್ದಾರೆ. ಇಂತಹ ಹೇಳಿಕೆಗಳು ಸಮಾಜದಲ್ಲಿ ಒಡಕು ಮೂಡಿಸುತ್ತವೆ. ರಾಜ್ಯದ ಜನತೆ ಇದನ್ನು ಸಹಿಸುವುದಿಲ್ಲ ಎಂದು ಹೇಳಿದರು.: [80, 634, 364, 721]
story4-photo-caption: ಬರಗೂರು ದಾರಿಯಲ್ಲಿ ಭಕ್ತರು ಮಹದೇಶ್ವರ ಸ್ವಾಮಿ ಉತ್ಸವ ಮೂರ್ತಿ ಹೊತ್ತು ಸಾಗಿದರು. ಈ ವೇಳೆ ಭಕ್ತರು ಕೊಂಡ ಹಾಯುವ ಮೂಲಕ ಹರಕೆ ತೀರಿಸಿದರು.: [680, 856, 1063, 879]
race-heading-row: [1089, 1646, 1489, 1661]
cinema-logo: INOX: [1092, 259, 1201, 310]
movie-title: ವಾಲ್ಟೇರ್ ವೀರಯ್ಯ (ತೆ): [1093, 1368, 1165, 1379]
race-name: III. ಶ್ರೀ ಹರಿಕೊಟ್ ಪ್ಲೇಟ್ ಡಿ2– 1200 ಮೀ. ರೇಟಿಂಗ್ 20 ರಿಂದ 45.: [1092, 1706, 1329, 1718]
race-tips-box: [1087, 1545, 1491, 2142]
story5-photo-caption: ಶಾಲೆ ಜಾಗ ಅತಿಕ್ರಮಿಸಿಕೊಂಡು ಅಲ್ಲಿದ್ದ ಶಾಲಾ ಕಟ್ಟಡ ಕೆಡವಿ ವಿವೇಕ ಸ್ಮಾರಕ ನಿರ್ಮಿಸುತ್ತಿದ್ದಾರೆ ಎಂದು ಆರೋಪಿಸಿ ಪ್ರತಿಭಟನೆ ನಡೆಸಲಾಯಿತು.: [691, 1296, 1070, 1306]
theater-name: ಪ್ರಭಾ: [1093, 1382, 1111, 1393]
race-picks: 1. ಪರ್ಫೆಕ್ಟ್ ಇಮ್ಯಾಜಿನೇಶನ್ 2. ಅಸ್ತ್ರ 3. ಪ್ರಿನ್ ಆಂಡ್ ಲಾಫ್ಟರ್: [1095, 1838, 1290, 1849]
movie-row: [1089, 1326, 1489, 1340]
